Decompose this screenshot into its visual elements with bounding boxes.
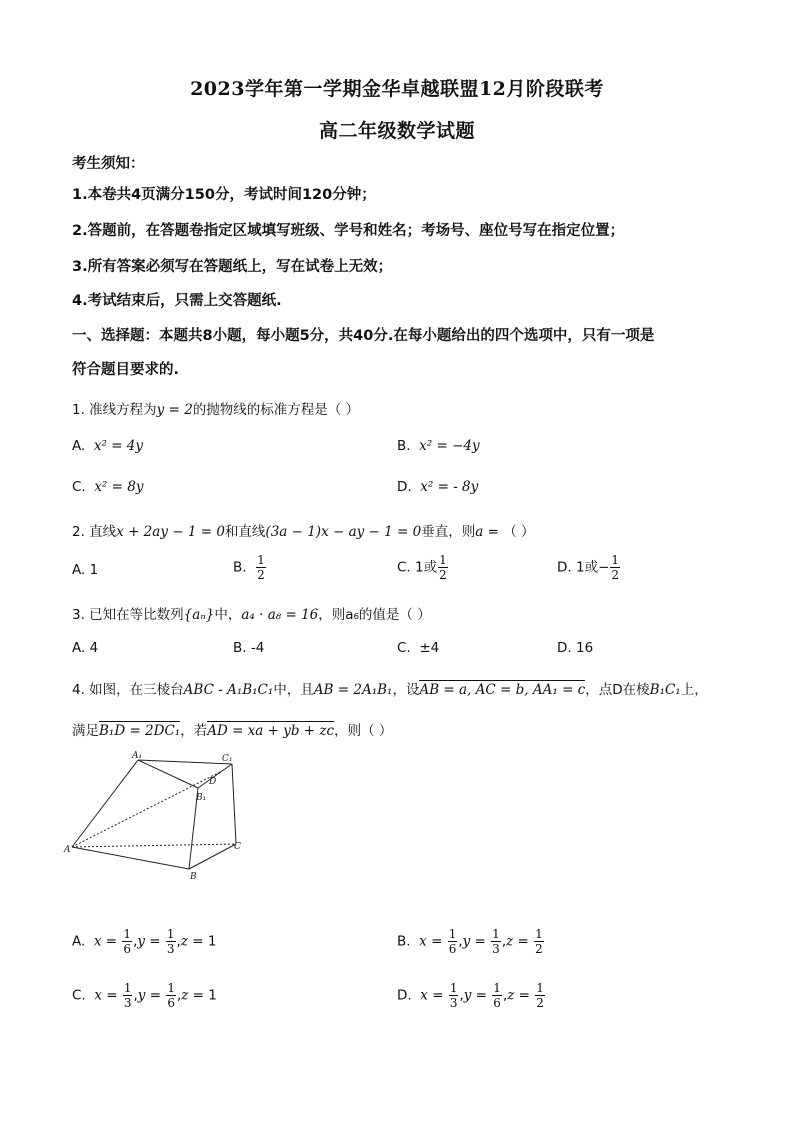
q2-post2: = （ ） <box>483 524 535 540</box>
q4-text: ，点D在棱 <box>585 682 650 698</box>
exam-subtitle: 高二年级数学试题 <box>318 120 475 142</box>
option-label: D. <box>397 987 412 1004</box>
option-label: D. <box>397 479 412 495</box>
q2-option-d <box>557 554 621 581</box>
option-label: B. <box>233 559 247 576</box>
q4-combination: AD = xa + yb + zc <box>207 723 335 739</box>
option-text: 16 <box>575 640 594 656</box>
q1-option-b <box>397 438 480 454</box>
fraction: $\frac{1}{2}$ <box>439 553 447 582</box>
q4-option-d: D. x = $\frac{1}{3}$ ,y = $\frac{1}{6}$ ,z = $\frac{1}{2}$ <box>397 981 544 1010</box>
fraction: $\frac{1}{2}$ <box>611 553 620 582</box>
fraction: $\frac{1}{6}$ <box>123 927 132 956</box>
option-label: A. <box>72 933 86 950</box>
edge-CC1 <box>232 764 236 844</box>
option-text: 4 <box>89 640 99 656</box>
q2-var: a <box>475 524 484 540</box>
q2-option-c <box>397 554 449 581</box>
q2-pre: 2. 直线 <box>72 524 117 540</box>
q2-line1-eq: x + 2ay − 1 = 0 <box>116 524 225 540</box>
fraction: $\frac{1}{6}$ <box>493 981 501 1010</box>
option-text: 1 <box>89 562 99 578</box>
q4-option-b: B. x = $\frac{1}{6}$ ,y = $\frac{1}{3}$ ,z = $\frac{1}{2}$ <box>397 927 543 956</box>
q3-pre: 3. 已知在等比数列 <box>72 607 184 623</box>
q1-option-d <box>397 479 478 495</box>
q3-option-c <box>397 640 439 656</box>
q4-condition2: B₁D = 2DC₁ <box>99 723 181 739</box>
notice-item-3: 3.所有答案必须写在答题纸上，写在试卷上无效； <box>72 259 393 275</box>
q4-text: 中，且 <box>273 682 314 698</box>
edge-A1C1 <box>138 760 232 764</box>
q3-option-b <box>233 640 264 656</box>
option-label: D. <box>557 640 572 656</box>
option-label: D. <box>557 559 572 576</box>
q4-text: 满足 <box>72 723 99 739</box>
option-label: C. <box>397 559 411 576</box>
edge-AB <box>72 847 189 869</box>
option-label: A. <box>72 640 86 656</box>
q1-post: 的抛物线的标准方程是（ ） <box>192 402 360 418</box>
q4-option-c: C. x = $\frac{1}{3}$ ,y = $\frac{1}{6}$ ,z = 1 <box>72 981 217 1010</box>
q1-option-a <box>72 438 143 454</box>
option-expr: x² = 8y <box>94 479 144 495</box>
exam-title: 2023学年第一学期金华卓越联盟12月阶段联考 <box>190 78 604 100</box>
q2-post1: 垂直，则 <box>421 524 476 540</box>
q1-equation: y = 2 <box>156 402 193 418</box>
q3-mid: 中， <box>214 607 242 623</box>
label-D: D <box>209 777 217 787</box>
q4-text: 上， <box>680 682 708 698</box>
q3-option-d <box>557 640 593 656</box>
q3-condition: a₄ · a₈ = 16 <box>241 607 319 623</box>
option-label: B. <box>233 640 247 656</box>
notice-heading: 考生须知： <box>72 156 145 172</box>
q3-option-a <box>72 640 98 656</box>
edge-AA1 <box>72 760 138 847</box>
edge-AC-hidden <box>72 844 236 847</box>
q4-frustum: ABC - A₁B₁C₁ <box>183 682 274 698</box>
fraction: $\frac{1}{2}$ <box>536 981 544 1010</box>
section-heading-line1: 一、选择题：本题共8小题，每小题5分，共40分.在每小题给出的四个选项中，只有一项是 <box>72 328 655 344</box>
q1-option-c <box>72 479 143 495</box>
q4-condition: AB = 2A₁B₁ <box>313 682 393 698</box>
q4-edge: B₁C₁ <box>649 682 681 698</box>
section-heading-line2: 符合题目要求的. <box>72 362 180 378</box>
edge-A1B1 <box>138 760 198 788</box>
question-1 <box>72 398 359 418</box>
q4-vectors: AB = a, AC = b, AA₁ = c <box>419 682 586 698</box>
q2-option-b <box>233 554 267 581</box>
q4-option-a: A. x = $\frac{1}{6}$ ,y = $\frac{1}{3}$ ,z = 1 <box>72 927 217 956</box>
label-B: B <box>190 872 197 882</box>
option-label: C. <box>72 479 86 495</box>
q2-mid: 和直线 <box>224 524 266 540</box>
question-2 <box>72 520 534 540</box>
q3-post: ，则a₆的值是（ ） <box>318 607 431 623</box>
option-label: B. <box>397 438 411 454</box>
fraction: $\frac{1}{6}$ <box>167 981 175 1010</box>
edge-BC <box>189 844 236 869</box>
question-3 <box>72 603 431 623</box>
label-B1: B₁ <box>196 793 207 803</box>
q2-line2-eq: (3a − 1)x − ay − 1 = 0 <box>265 524 422 540</box>
notice-item-2: 2.答题前，在答题卷指定区域填写班级、学号和姓名；考场号、座位号写在指定位置； <box>72 223 625 239</box>
q4-text: ，若 <box>180 723 208 739</box>
q4-text: ，设 <box>392 682 420 698</box>
fraction: $\frac{1}{3}$ <box>449 981 458 1010</box>
q4-text: ，则（ ） <box>334 723 393 739</box>
fraction: $\frac{1}{3}$ <box>166 927 175 956</box>
option-label: C. <box>72 987 86 1004</box>
fraction: $\frac{1}{6}$ <box>448 927 457 956</box>
label-A: A <box>64 845 71 855</box>
fraction: $\frac{1}{2}$ <box>535 927 543 956</box>
option-text: -4 <box>250 640 265 656</box>
option-text: ±4 <box>419 640 440 656</box>
option-label: B. <box>397 933 411 950</box>
segment-AD <box>72 772 220 847</box>
option-label: A. <box>72 438 86 454</box>
label-C: C <box>234 842 241 852</box>
notice-item-1: 1.本卷共4页满分150分，考试时间120分钟； <box>72 187 376 203</box>
label-A1: A₁ <box>132 751 143 761</box>
fraction: $\frac{1}{3}$ <box>492 927 500 956</box>
option-expr: x² = - 8y <box>420 479 479 495</box>
fraction: $\frac{1}{3}$ <box>123 981 132 1010</box>
option-label: A. <box>72 562 86 578</box>
question-4-line2 <box>72 719 392 739</box>
option-expr: x² = −4y <box>419 438 480 454</box>
q1-pre: 1. 准线方程为 <box>72 402 157 418</box>
q2-option-a <box>72 562 98 578</box>
fraction: $\frac{1}{2}$ <box>257 553 265 582</box>
frustum-figure <box>64 751 272 882</box>
label-C1: C₁ <box>222 754 233 764</box>
q3-sequence: {aₙ} <box>183 607 215 623</box>
option-text: 1或 <box>415 559 438 576</box>
option-text: 1或− <box>575 559 610 576</box>
option-expr: x² = 4y <box>93 438 144 454</box>
question-4-line1 <box>72 678 708 698</box>
notice-item-4: 4.考试结束后，只需上交答题纸. <box>72 293 282 309</box>
option-label: C. <box>397 640 411 656</box>
q4-text: 4. 如图，在三棱台 <box>72 682 184 698</box>
